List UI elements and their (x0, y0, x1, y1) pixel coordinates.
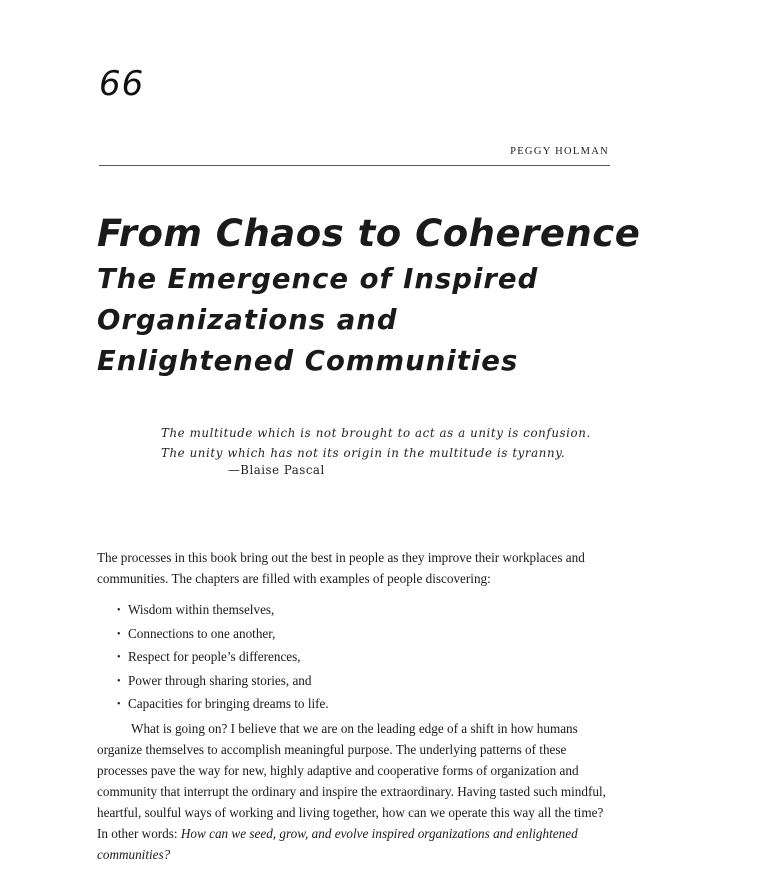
chapter-title: From Chaos to Coherence (97, 212, 641, 255)
list-item-text: Power through sharing stories, and (128, 672, 312, 688)
epigraph-attribution: —Blaise Pascal (228, 463, 325, 477)
discovery-list (117, 598, 329, 716)
list-item (117, 669, 329, 693)
list-item (117, 645, 329, 669)
subtitle-line: Enlightened Communities (97, 345, 519, 377)
chapter-subtitle (97, 259, 617, 382)
epigraph-quote: The multitude which is not brought to act as a unity is confusion. The unity which has not its origin in the multitude is tyranny. (161, 426, 591, 460)
list-item-text: Connections to one another, (128, 625, 276, 641)
list-item (117, 598, 329, 622)
page-number: 66 (99, 64, 145, 104)
list-item (117, 692, 329, 716)
list-item-text: Capacities for bringing dreams to life. (128, 696, 329, 711)
list-item-text: Wisdom within themselves, (128, 602, 275, 617)
bullet-icon: • (117, 652, 121, 664)
list-item (117, 622, 329, 646)
bullet-icon: • (117, 605, 121, 617)
bullet-icon: • (117, 675, 121, 687)
bullet-icon: • (117, 699, 121, 711)
body-paragraph (97, 718, 613, 865)
list-item-text: Respect for people’s differences, (128, 649, 301, 664)
body-paragraph: The processes in this book bring out the best in people as they improve their workplaces and communities. The chapters are filled with examples of people discovering: (97, 550, 585, 586)
subtitle-line: The Emergence of Inspired (97, 263, 539, 295)
bullet-icon: • (117, 628, 121, 640)
closing-question: How can we seed, grow, and evolve inspired organizations and enlightened communities? (97, 826, 578, 862)
running-head-author: PEGGY HOLMAN (510, 146, 609, 157)
subtitle-line: Organizations and (97, 304, 398, 336)
header-rule (99, 165, 610, 166)
paragraph-text: What is going on? I believe that we are on the leading edge of a shift in how humans organize themselves to accomplish meaningful purpose. The underlying patterns of these processes pave the way for new, highly adaptive and cooperative forms of organization and community that interrupt the ordinary and inspire the extraordinary. Having tasted such mindful, heartful, soulful ways of working and living together, how can we operate this way all the time? In other words: (97, 721, 606, 841)
